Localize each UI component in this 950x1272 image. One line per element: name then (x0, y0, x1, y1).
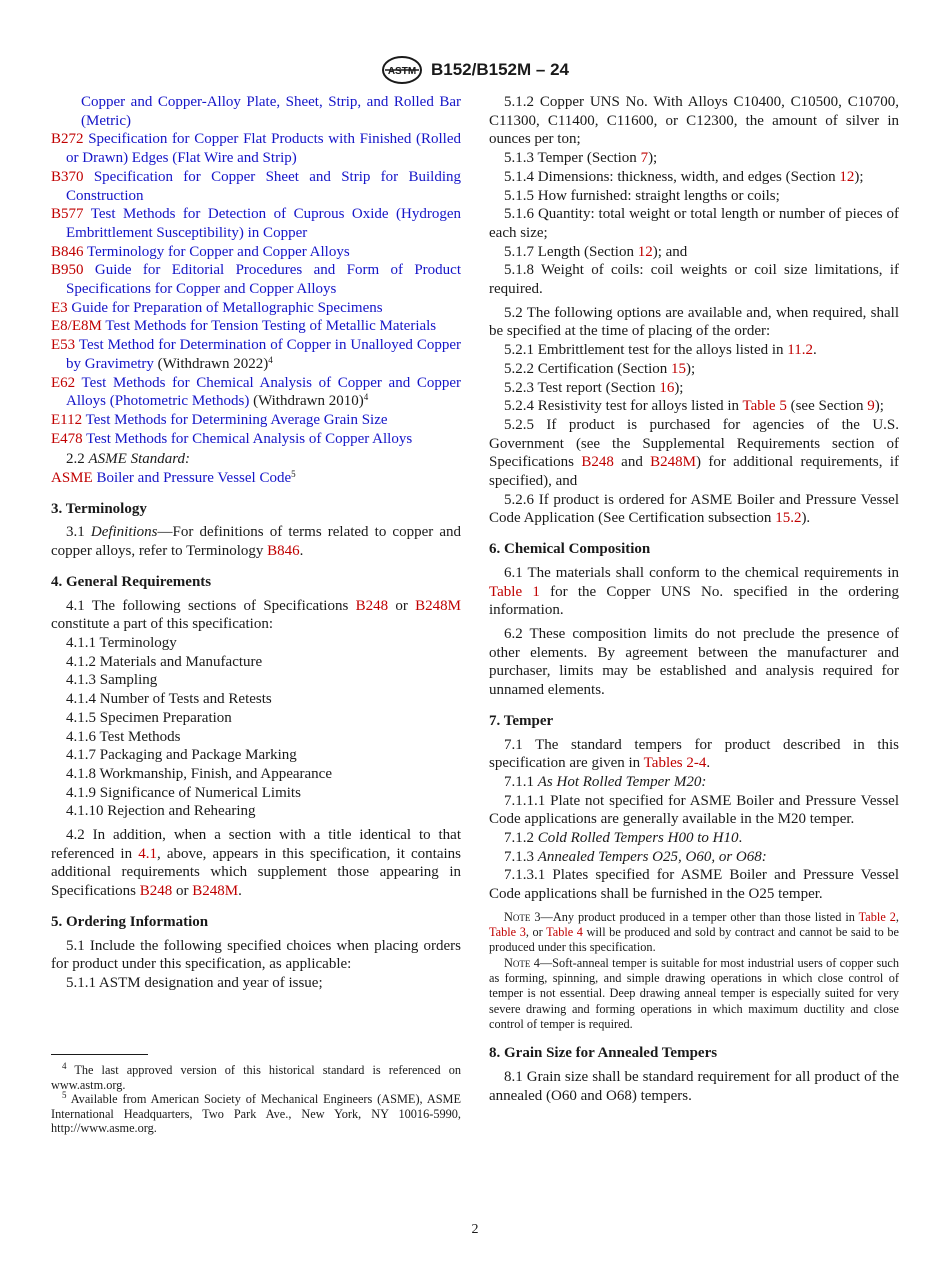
list-item: 4.1.4 Number of Tests and Retests (66, 691, 272, 708)
note-3: Note 3—Any product produced in a temper other than those listed in Table 2, Table 3, or Table 4 will be produced and sold by contract and cannot be said to be produced under this specification. (489, 909, 899, 955)
cross-reference-link[interactable]: 12 (637, 243, 653, 260)
reference-item (51, 374, 461, 411)
paragraph-5-1-3: 5.1.3 Temper (Section 7); (504, 150, 658, 167)
paragraph-5-2-6: 5.2.6 If product is ordered for ASME Boiler and Pressure Vessel Code Application (See Certification subsection 15.2). (489, 491, 899, 527)
cross-reference-link[interactable]: 9 (867, 398, 875, 415)
reference-item (51, 130, 461, 167)
reference-list (51, 130, 461, 336)
paragraph-5-1-2: 5.1.2 Copper UNS No. With Alloys C10400, C10500, C10700, C11300, C11400, C11600, or C12300, the amount of silver in ounces per ton; (489, 94, 899, 148)
reference-item (51, 205, 461, 242)
reference-title[interactable]: Guide for Preparation of Metallographic Specimens (71, 299, 383, 316)
reference-item (51, 317, 461, 336)
reference-title[interactable]: Specification for Copper Sheet and Strip for Building Construction (66, 168, 461, 204)
standard-designation: B152/B152M – 24 (431, 60, 569, 79)
paragraph-5-2-1: 5.2.1 Embrittlement test for the alloys listed in 11.2. (504, 342, 817, 359)
reference-status: (Withdrawn 2022) (157, 355, 269, 372)
cross-reference-link[interactable]: 12 (839, 168, 855, 185)
reference-item (51, 411, 461, 430)
cross-reference-link[interactable]: Table 4 (546, 925, 583, 940)
reference-title[interactable]: Test Methods for Chemical Analysis of Copper and Copper Alloys (Photometric Methods) (66, 374, 462, 410)
list-item: 4.1.2 Materials and Manufacture (66, 653, 263, 670)
reference-item (51, 430, 461, 449)
cross-reference-link[interactable]: 4.1 (138, 845, 157, 862)
reference-item (51, 336, 461, 373)
list-item: 4.1.5 Specimen Preparation (66, 709, 232, 726)
reference-code[interactable]: B950 (51, 262, 84, 279)
cross-reference-link[interactable]: Table 1 (489, 583, 540, 600)
list-item: 4.1.3 Sampling (66, 672, 158, 689)
footnote-marker: 5 (291, 469, 296, 480)
cross-reference-link[interactable]: B248M (415, 597, 462, 614)
paragraph-5-1-1: 5.1.1 ASTM designation and year of issue; (66, 974, 323, 991)
reference-code[interactable]: E3 (51, 299, 68, 316)
reference-title[interactable]: Specification for Copper Flat Products with Finished (Rolled or Drawn) Edges (Flat Wire and Strip) (66, 131, 461, 167)
paragraph-7-1-1: 7.1.1 As Hot Rolled Temper M20: (504, 773, 707, 790)
section-heading: 8. Grain Size for Annealed Tempers (489, 1045, 718, 1062)
astm-logo-text: ASTM (387, 66, 417, 77)
page-header (0, 56, 950, 84)
reference-code[interactable]: E478 (51, 430, 83, 447)
reference-status: (Withdrawn 2010) (253, 393, 364, 410)
reference-title[interactable]: Boiler and Pressure Vessel Code (96, 470, 292, 487)
reference-code[interactable]: B370 (51, 168, 84, 185)
paragraph-6-2: 6.2 These composition limits do not preclude the presence of other elements. By agreement between the manufacturer and purchaser, limits may be established and analysis required for unnamed elements. (489, 625, 899, 699)
reference-code[interactable]: B577 (51, 206, 84, 223)
paragraph-7-1: 7.1 The standard tempers for product described in this specification are given in Tables 2-4. (489, 736, 899, 772)
cross-reference-link[interactable]: B248 (581, 454, 614, 471)
reference-code[interactable]: E112 (51, 411, 83, 428)
footnote-5: $^5$ Available from American Society of Mechanical Engineers (ASME), ASME International Headquarters, Two Park Ave., New York, NY 10016-5990, http://www.asme.org. (51, 1090, 461, 1135)
left-column (51, 93, 461, 993)
paragraph-4-1: 4.1 The following sections of Specifications B248 or B248M constitute a part of this specification: (51, 597, 462, 633)
paragraph-7-1-3: 7.1.3 Annealed Tempers O25, O60, or O68: (504, 848, 767, 865)
footnote-marker: 4 (363, 392, 369, 403)
list-item: 4.1.1 Terminology (66, 634, 177, 651)
reference-item (51, 469, 461, 488)
reference-continuation (51, 93, 461, 130)
reference-title[interactable]: Test Methods for Chemical Analysis of Copper Alloys (86, 430, 413, 447)
list-item: 4.1.6 Test Methods (66, 728, 181, 745)
section-heading: 3. Terminology (51, 500, 147, 517)
paragraph-3-1: 3.1 Definitions—For definitions of terms related to copper and copper alloys, refer to Terminology B846. (51, 524, 461, 560)
paragraph-8-1: 8.1 Grain size shall be standard requirement for all product of the annealed (O60 and O68) tempers. (489, 1068, 899, 1104)
cross-reference-link[interactable]: Table 2 (858, 909, 896, 924)
paragraph-7-1-3-1: 7.1.3.1 Plates specified for ASME Boiler and Pressure Vessel Code applications shall be furnished in the O25 temper. (489, 867, 899, 903)
cross-reference-link[interactable]: 7 (640, 150, 649, 167)
paragraph-5-2-5: 5.2.5 If product is purchased for agencies of the U.S. Government (see the Supplemental Requirements section of Specifications B248 and B248M) for additional requirements, if specified), and (489, 416, 899, 490)
section-heading: 5. Ordering Information (51, 913, 209, 930)
section-heading: 4. General Requirements (51, 573, 212, 590)
list-item: 4.1.7 Packaging and Package Marking (66, 747, 297, 764)
cross-reference-link[interactable]: B248M (650, 454, 696, 471)
reference-code[interactable]: E62 (51, 374, 76, 391)
section-heading: 7. Temper (489, 712, 554, 729)
reference-title[interactable]: Test Methods for Tension Testing of Metallic Materials (105, 318, 437, 335)
cross-reference-link[interactable]: Tables 2-4 (643, 755, 707, 772)
reference-link[interactable]: Copper and Copper-Alloy Plate, Sheet, Strip, and Rolled Bar (Metric) (81, 94, 461, 129)
paragraph-5-2-2: 5.2.2 Certification (Section 15); (504, 360, 696, 377)
right-column (489, 93, 899, 1105)
reference-item (51, 168, 461, 205)
cross-reference-link[interactable]: B846 (267, 543, 300, 560)
cross-reference-link[interactable]: 15 (671, 360, 687, 377)
paragraph-7-1-2: 7.1.2 Cold Rolled Tempers H00 to H10. (504, 830, 743, 847)
paragraph-4-2: 4.2 In addition, when a section with a title identical to that referenced in 4.1, above, appears in this specification, it contains additional requirements which supplement those appearing in Specifications B248 or B248M. (51, 827, 461, 900)
paragraph-5-1-7: 5.1.7 Length (Section 12); and (504, 243, 688, 260)
cross-reference-link[interactable]: B248 (355, 597, 389, 614)
reference-title[interactable]: Test Methods for Detection of Cuprous Oxide (Hydrogen Embrittlement Susceptibility) in Copper (66, 206, 462, 241)
reference-code[interactable]: E53 (51, 337, 76, 354)
paragraph-6-1: 6.1 The materials shall conform to the chemical requirements in Table 1 for the Copper UNS No. specified in the ordering information. (489, 564, 900, 619)
note-4: Note 4—Soft-anneal temper is suitable for most industrial users of copper such as forming, spinning, and simple drawing operations in which close control of temper is not essential. Deep drawing anneal temper is especially suited for very severe drawing and forming operations in which maximum ductility and close control of temper is required. (489, 955, 899, 1031)
cross-reference-link[interactable]: 15.2 (775, 510, 802, 527)
reference-item (51, 261, 461, 298)
reference-item (51, 299, 461, 318)
subsection-2-2 (51, 450, 461, 469)
astm-logo-icon (381, 56, 423, 84)
list-item: 4.1.10 Rejection and Rehearing (66, 803, 256, 820)
paragraph-5-2-4: 5.2.4 Resistivity test for alloys listed in Table 5 (see Section 9); (504, 398, 884, 415)
paragraph-5-1-6: 5.1.6 Quantity: total weight or total length or number of pieces of each size; (489, 206, 899, 241)
paragraph-5-2: 5.2 The following options are available and, when required, shall be specified at the time of placing of the order: (489, 304, 899, 340)
cross-reference-link[interactable]: B248 (139, 883, 173, 900)
reference-title[interactable]: Test Method for Determination of Copper in Unalloyed Copper by Gravimetry (66, 337, 462, 372)
reference-code[interactable]: B272 (51, 131, 84, 148)
footnotes (51, 1054, 461, 1136)
footnote-marker: 4 (268, 354, 273, 365)
paragraph-5-2-3: 5.2.3 Test report (Section 16); (504, 379, 684, 396)
reference-code[interactable]: E8/E8M (51, 318, 102, 335)
section-label: ASME Standard: (88, 451, 191, 468)
paragraph-5-1-4: 5.1.4 Dimensions: thickness, width, and edges (Section 12); (504, 168, 864, 185)
cross-reference-link[interactable]: B248M (192, 883, 239, 900)
requirements-list (51, 634, 461, 821)
footnote-4: $^4$ The last approved version of this historical standard is referenced on www.astm.org. (51, 1061, 462, 1092)
section-heading: 6. Chemical Composition (489, 541, 651, 558)
reference-item (51, 243, 461, 262)
reference-code[interactable]: B846 (51, 243, 84, 260)
paragraph-7-1-1-1: 7.1.1.1 Plate not specified for ASME Boiler and Pressure Vessel Code applications are generally available in the M20 temper. (489, 792, 899, 828)
cross-reference-link[interactable]: Table 5 (742, 398, 787, 415)
cross-reference-link[interactable]: 11.2 (787, 342, 813, 359)
cross-reference-link[interactable]: 16 (659, 379, 675, 396)
reference-code[interactable]: ASME (51, 470, 93, 487)
list-item: 4.1.9 Significance of Numerical Limits (66, 784, 301, 801)
list-item: 4.1.8 Workmanship, Finish, and Appearance (66, 765, 332, 782)
cross-reference-link[interactable]: Table 3 (489, 925, 526, 940)
page-number: 2 (471, 1222, 479, 1237)
section-number: 2.2 (66, 451, 85, 468)
paragraph-5-1-5: 5.1.5 How furnished: straight lengths or coils; (504, 187, 780, 204)
paragraph-5-1-8: 5.1.8 Weight of coils: coil weights or coil size limitations, if required. (489, 262, 899, 298)
paragraph-5-1: 5.1 Include the following specified choices when placing orders for product under this specification, as applicable: (51, 937, 461, 973)
reference-title[interactable]: Terminology for Copper and Copper Alloys (87, 243, 350, 260)
reference-title[interactable]: Guide for Editorial Procedures and Form of Product Specifications for Copper and Copper Alloys (66, 262, 461, 298)
reference-title[interactable]: Test Methods for Determining Average Grain Size (85, 411, 388, 428)
